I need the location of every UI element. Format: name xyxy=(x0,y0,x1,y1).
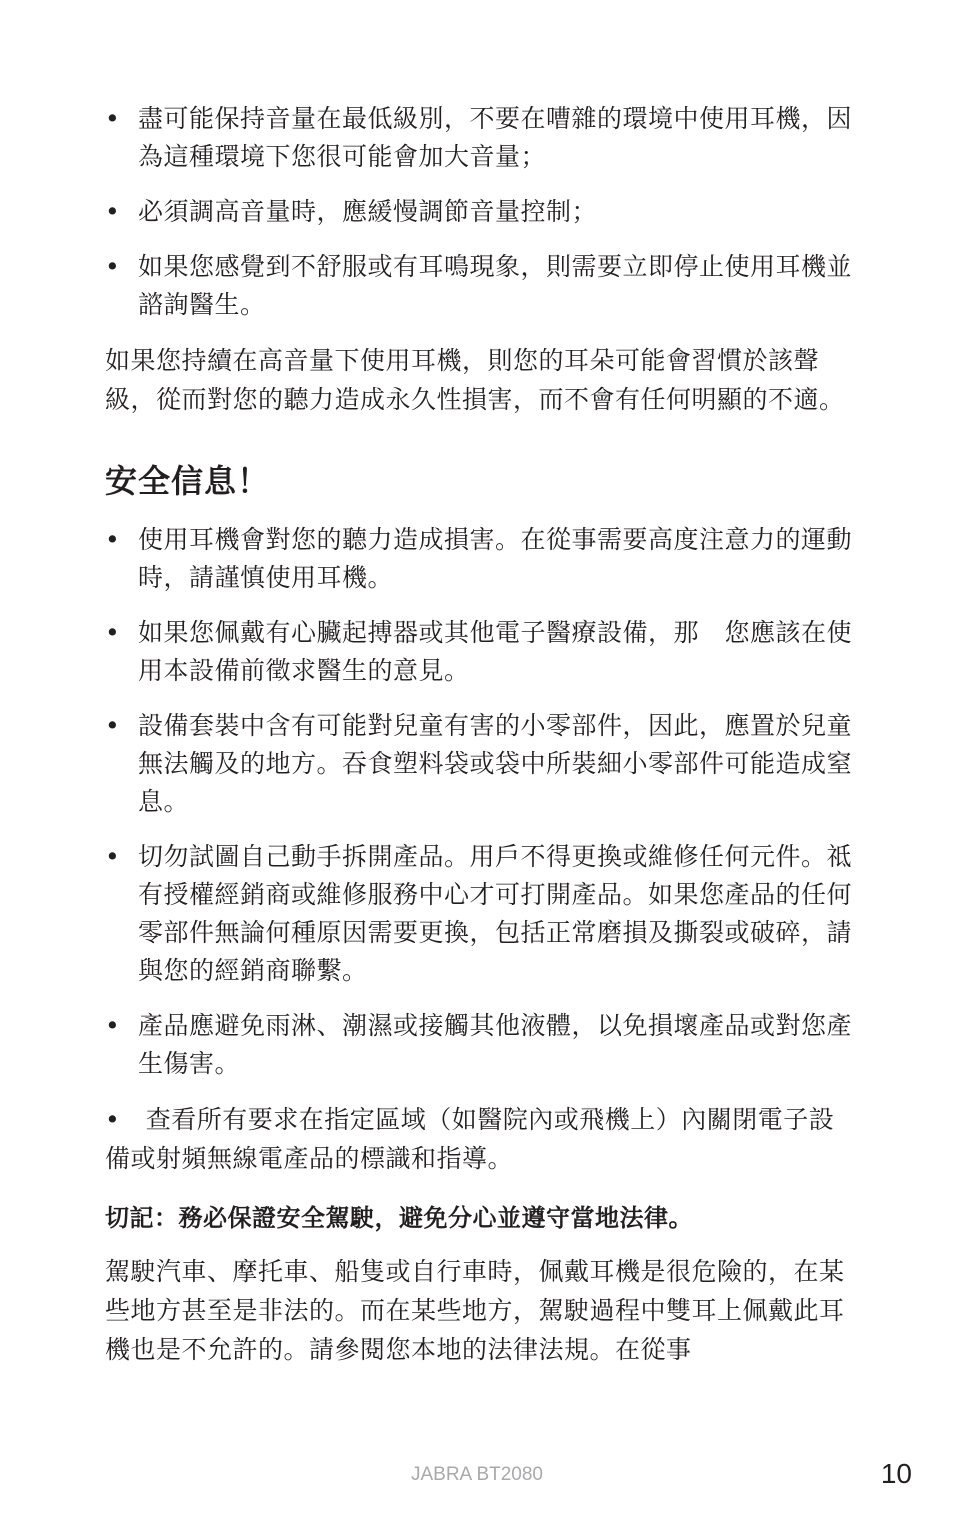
list-item-text: 如果您感覺到不舒服或有耳鳴現象，則需要立即停止使用耳機並諮詢醫生。 xyxy=(138,252,853,319)
list-item xyxy=(105,521,855,597)
list-item-text: 設備套裝中含有可能對兒童有害的小零部件，因此，應置於兒童無法觸及的地方。吞食塑料袋或袋中所裝細小零部件可能造成窒息。 xyxy=(138,711,853,816)
bullet-icon: • xyxy=(105,104,121,133)
driving-warning-title: 切記：務必保證安全駕駛，避免分心並遵守當地法律。 xyxy=(105,1204,693,1232)
hearing-damage-paragraph: 如果您持續在高音量下使用耳機，則您的耳朵可能會習慣於該聲級，從而對您的聽力造成永久性損害，而不會有任何明顯的不適。 xyxy=(105,346,845,414)
bullet-icon: • xyxy=(105,1011,121,1040)
section-heading: 安全信息！ xyxy=(105,462,271,500)
list-item xyxy=(105,193,855,231)
bullet-icon: • xyxy=(105,252,121,281)
volume-advice-list xyxy=(105,100,855,324)
list-item xyxy=(105,248,855,324)
list-item xyxy=(105,707,855,821)
page-number: 10 xyxy=(880,1458,912,1489)
list-item-text: 產品應避免雨淋、潮濕或接觸其他液體，以免損壞產品或對您產生傷害。 xyxy=(138,1011,853,1078)
list-item-text: 切勿試圖自己動手拆開產品。用戶不得更換或維修任何元件。祗有授權經銷商或維修服務中心才可打開產品。如果您產品的任何零部件無論何種原因需要更換，包括正常磨損及撕裂或破碎，請與您的經銷商聯繫。 xyxy=(138,842,853,985)
list-item-text: 必須調高音量時，應緩慢調節音量控制； xyxy=(138,197,598,226)
bullet-icon: • xyxy=(105,842,121,871)
list-item-text: 盡可能保持音量在最低級別，不要在嘈雜的環境中使用耳機，因為這種環境下您很可能會加大音量； xyxy=(138,104,853,171)
list-item xyxy=(105,838,855,990)
list-item xyxy=(105,100,855,176)
page-content xyxy=(105,100,855,1386)
driving-warning-paragraph: 駕駛汽車、摩托車、船隻或自行車時，佩戴耳機是很危險的，在某些地方甚至是非法的。而在某些地方，駕駛過程中雙耳上佩戴此耳機也是不允許的。請參閱您本地的法律法規。在從事 xyxy=(105,1257,845,1364)
device-shutdown-paragraph: • 查看所有要求在指定區域（如醫院內或飛機上）內關閉電子設備或射頻無線電產品的標識和指導。 xyxy=(105,1105,835,1173)
list-item-text: 使用耳機會對您的聽力造成損害。在從事需要高度注意力的運動時，請謹慎使用耳機。 xyxy=(138,525,853,592)
bullet-icon: • xyxy=(105,197,121,226)
list-item-text: 如果您佩戴有心臟起搏器或其他電子醫療設備，那 您應該在使用本設備前徵求醫生的意見。 xyxy=(138,618,853,685)
list-item xyxy=(105,614,855,690)
bullet-icon: • xyxy=(105,711,121,740)
bullet-icon: • xyxy=(105,618,121,647)
list-item xyxy=(105,1007,855,1083)
footer-brand: JABRA BT2080 xyxy=(410,1464,544,1485)
safety-list xyxy=(105,521,855,1083)
bullet-icon: • xyxy=(105,525,121,554)
